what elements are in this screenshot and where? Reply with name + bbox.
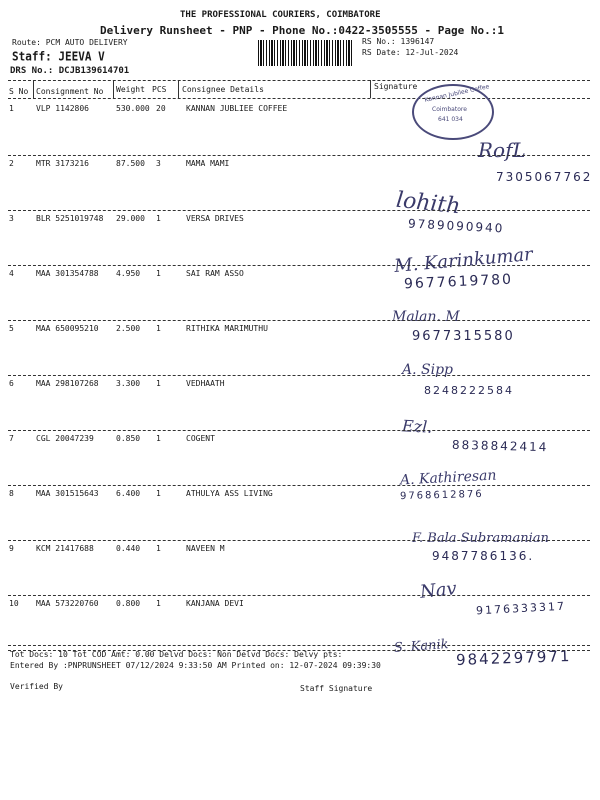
handwritten-signature: Ezl. bbox=[401, 416, 433, 437]
row-weight: 87.500 bbox=[116, 159, 145, 168]
row-weight: 0.800 bbox=[116, 599, 141, 608]
row-separator bbox=[8, 265, 590, 266]
row-separator bbox=[8, 540, 590, 541]
handwritten-phone: 9487786136. bbox=[432, 549, 535, 563]
handwritten-phone: 7305067762 bbox=[496, 170, 593, 184]
col-header-sno: S No bbox=[9, 87, 29, 96]
footer-totals: Tot Docs: 10 Tot COD Amt: 0.00 Delvd Docs: Non Delvd Docs: Delvy pts: bbox=[10, 650, 343, 659]
row-consignee: RITHIKA MARIMUTHU bbox=[186, 324, 268, 333]
staff-signature-label: Staff Signature bbox=[300, 684, 373, 693]
row-weight: 6.400 bbox=[116, 489, 141, 498]
row-pcs: 1 bbox=[156, 214, 161, 223]
handwritten-signature: A. Kathiresan bbox=[399, 467, 497, 489]
col-header-weight: Weight bbox=[116, 85, 145, 94]
row-consignment-no: MAA 573220760 bbox=[36, 599, 99, 608]
row-consignment-no: MAA 301515643 bbox=[36, 489, 99, 498]
row-pcs: 1 bbox=[156, 324, 161, 333]
handwritten-signature: F. Bala Subramanian bbox=[412, 531, 549, 546]
company-name: THE PROFESSIONAL COURIERS, COIMBATORE bbox=[180, 10, 381, 20]
barcode bbox=[258, 40, 354, 66]
row-consignment-no: CGL 20047239 bbox=[36, 434, 94, 443]
rs-number: RS No.: 1396147 bbox=[362, 37, 435, 46]
row-pcs: 1 bbox=[156, 544, 161, 553]
row-pcs: 20 bbox=[156, 104, 166, 113]
row-consignee: VEDHAATH bbox=[186, 379, 225, 388]
drs-number: DRS No.: DCJB139614701 bbox=[10, 66, 130, 76]
col-divider bbox=[370, 80, 371, 98]
row-consignment-no: MTR 3173216 bbox=[36, 159, 89, 168]
handwritten-signature: RofL bbox=[478, 138, 526, 162]
row-separator bbox=[8, 485, 590, 486]
row-separator bbox=[8, 155, 590, 156]
row-consignment-no: MAA 650095210 bbox=[36, 324, 99, 333]
row-consignee: VERSA DRIVES bbox=[186, 214, 244, 223]
row-consignee: NAVEEN M bbox=[186, 544, 225, 553]
route-label: Route: PCM AUTO DELIVERY bbox=[12, 38, 128, 47]
col-header-consignment: Consignment No bbox=[36, 87, 104, 96]
row-consignment-no: BLR 5251019748 bbox=[36, 214, 104, 223]
row-pcs: 3 bbox=[156, 159, 161, 168]
footer-entered: Entered By :PNPRUNSHEET 07/12/2024 9:33:50 AM Printed on: 12-07-2024 09:39:30 bbox=[10, 661, 381, 670]
row-consignee: SAI RAM ASSO bbox=[186, 269, 244, 278]
col-header-pcs: PCS bbox=[152, 85, 167, 94]
row-pcs: 1 bbox=[156, 489, 161, 498]
row-sno: 2 bbox=[9, 159, 14, 168]
row-weight: 0.850 bbox=[116, 434, 141, 443]
verified-by: Verified By bbox=[10, 682, 63, 691]
row-weight: 3.300 bbox=[116, 379, 141, 388]
handwritten-signature: lohith bbox=[394, 187, 462, 220]
row-separator bbox=[8, 320, 590, 321]
handwritten-phone: 9789090940 bbox=[407, 216, 505, 236]
row-separator bbox=[8, 210, 590, 211]
header-top-rule bbox=[8, 80, 590, 81]
row-sno: 5 bbox=[9, 324, 14, 333]
row-consignee: KANJANA DEVI bbox=[186, 599, 244, 608]
row-consignee: MAMA MAMI bbox=[186, 159, 230, 168]
handwritten-phone: 9176333317 bbox=[475, 599, 567, 618]
handwritten-signature: S. Kanik bbox=[393, 637, 450, 656]
row-sno: 10 bbox=[9, 599, 19, 608]
col-divider bbox=[178, 80, 179, 98]
header-bottom-rule bbox=[8, 98, 590, 99]
stamp-text-mid: Coimbatore bbox=[432, 106, 467, 113]
row-weight: 530.000 bbox=[116, 104, 150, 113]
row-consignee: ATHULYA ASS LIVING bbox=[186, 489, 273, 498]
staff-label: Staff: JEEVA V bbox=[12, 49, 105, 64]
stamp-text-bot: 641 034 bbox=[438, 116, 463, 123]
handwritten-phone: 8248222584 bbox=[424, 384, 514, 397]
row-pcs: 1 bbox=[156, 269, 161, 278]
runsheet-title: Delivery Runsheet - PNP - Phone No.:0422-3505555 - Page No.:1 bbox=[100, 24, 504, 37]
handwritten-phone: 8838842414 bbox=[451, 437, 549, 455]
handwritten-signature: M. Karinkumar bbox=[393, 243, 534, 278]
row-consignment-no: MAA 298107268 bbox=[36, 379, 99, 388]
row-weight: 0.440 bbox=[116, 544, 141, 553]
footer-rule bbox=[8, 645, 590, 646]
row-sno: 1 bbox=[9, 104, 14, 113]
row-sno: 7 bbox=[9, 434, 14, 443]
row-weight: 2.500 bbox=[116, 324, 141, 333]
handwritten-phone: 9842297971 bbox=[455, 646, 572, 670]
row-consignment-no: MAA 301354788 bbox=[36, 269, 99, 278]
row-sno: 4 bbox=[9, 269, 14, 278]
row-weight: 29.000 bbox=[116, 214, 145, 223]
handwritten-phone: 9677315580 bbox=[412, 329, 515, 344]
rs-date: RS Date: 12-Jul-2024 bbox=[362, 48, 459, 57]
row-consignment-no: KCM 21417688 bbox=[36, 544, 94, 553]
col-divider bbox=[33, 80, 34, 98]
col-divider bbox=[113, 80, 114, 98]
handwritten-signature: A. Sipp bbox=[402, 362, 454, 378]
row-sno: 6 bbox=[9, 379, 14, 388]
row-consignee: COGENT bbox=[186, 434, 215, 443]
row-weight: 4.950 bbox=[116, 269, 141, 278]
handwritten-signature: Nav bbox=[419, 578, 458, 603]
stamp-text-top: Kannan Jubilee Coffee bbox=[423, 83, 490, 104]
row-sno: 3 bbox=[9, 214, 14, 223]
handwritten-phone: 9768612876 bbox=[399, 488, 484, 503]
row-separator bbox=[8, 375, 590, 376]
row-sno: 9 bbox=[9, 544, 14, 553]
row-consignment-no: VLP 1142806 bbox=[36, 104, 89, 113]
row-separator bbox=[8, 595, 590, 596]
row-pcs: 1 bbox=[156, 379, 161, 388]
row-consignee: KANNAN JUBLIEE COFFEE bbox=[186, 104, 288, 113]
row-sno: 8 bbox=[9, 489, 14, 498]
col-header-consignee: Consignee Details bbox=[182, 85, 264, 94]
row-pcs: 1 bbox=[156, 599, 161, 608]
handwritten-signature: Malan. M bbox=[392, 309, 460, 325]
row-pcs: 1 bbox=[156, 434, 161, 443]
row-separator bbox=[8, 430, 590, 431]
handwritten-phone: 9677619780 bbox=[403, 271, 514, 293]
col-header-signature: Signature bbox=[374, 82, 418, 91]
